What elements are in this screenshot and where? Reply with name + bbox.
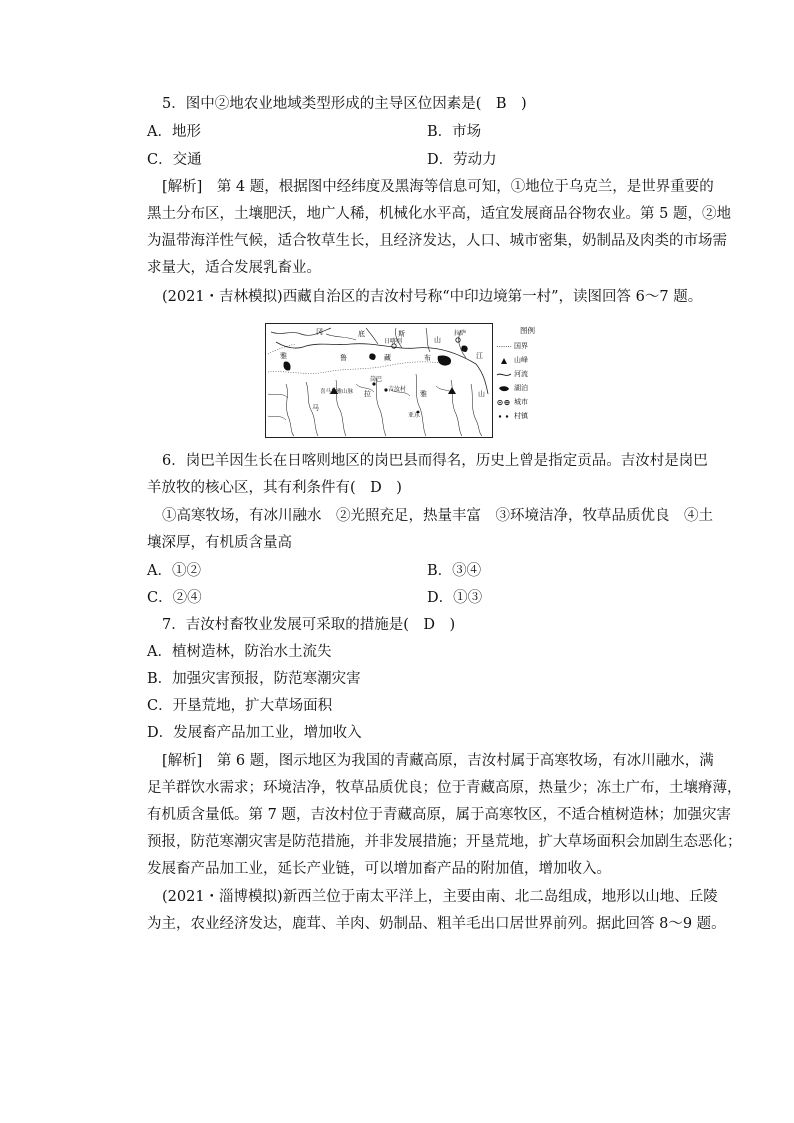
q6-stem-line1: 6．岗巴羊因生长在日喀则地区的岗巴县而得名，历史上曾是指定贡品。吉汝村是岗巴: [162, 453, 708, 469]
legend-item: 湖泊: [496, 383, 556, 394]
peak-icon: [448, 387, 456, 394]
analysis2-line4: 预报，防范寒潮灾害是防范措施，并非发展措施；开垦荒地，扩大草场面积会加剧生态恶化；: [147, 834, 742, 850]
q7-option-a: A．植树造林，防治水土流失: [147, 644, 332, 660]
map-label: 吉汝村: [388, 386, 407, 393]
q5-option-b: B．市场: [427, 124, 482, 140]
intro2-line1: (2021・淄博模拟)新西兰位于南太平洋上，主要由南、北二岛组成，地形以山地、丘陵: [162, 889, 718, 905]
q7-option-c: C．开垦荒地，扩大草场面积: [147, 698, 333, 714]
map-label: 日喀则: [384, 338, 403, 345]
q6-choices-line2: 壤深厚，有机质含量高: [147, 535, 292, 551]
legend-item: 国界: [496, 341, 556, 352]
map-label: 马: [312, 404, 319, 412]
analysis1-line4: 求量大，适合发展乳畜业。: [147, 260, 321, 276]
city-icon: [456, 338, 460, 342]
map-label: 亚东: [408, 412, 421, 419]
q7-option-b: B．加强灾害预报，防范寒潮灾害: [147, 671, 361, 687]
peak-icon: [496, 355, 512, 366]
legend-title: 图例: [520, 326, 535, 335]
map-label: 藏: [384, 354, 391, 362]
map-legend: [496, 323, 556, 436]
q7-stem: 7．吉汝村畜牧业发展可采取的措施是( D ): [162, 617, 456, 633]
map-label: 喜马拉雅山脉: [320, 389, 354, 395]
river-icon: [496, 369, 512, 380]
legend-item: 河流: [496, 369, 556, 380]
q5-stem: 5．图中②地农业地域类型形成的主导区位因素是( B ): [162, 96, 527, 112]
map-label: 布: [424, 354, 431, 362]
q6-option-d: D．①③: [427, 590, 483, 606]
map-label: 江: [476, 352, 483, 360]
lake-icon: [496, 383, 512, 394]
village-icon: [496, 411, 512, 422]
analysis2-line1: [解析] 第 6 题，图示地区为我国的青藏高原，吉汝村属于高寒牧场，有冰川融水，满: [162, 753, 714, 769]
legend-item: 山峰: [496, 355, 556, 366]
tibet-map: [265, 323, 493, 438]
map-label: 底: [358, 330, 365, 338]
q5-option-d: D．劳动力: [427, 152, 497, 168]
legend-item: 城市: [496, 397, 556, 408]
intro1: (2021・吉林模拟)西藏自治区的吉汝村号称“中印边境第一村”，读图回答 6～7 题。: [162, 289, 703, 305]
map-label: 山: [434, 336, 441, 344]
analysis2-line2: 足羊群饮水需求；环境洁净，牧草品质优良；位于青藏高原，热量少；冻土广布，土壤瘠薄，: [147, 780, 742, 796]
q6-stem-line2: 羊放牧的核心区，其有利条件有( D ): [147, 480, 402, 496]
map-label: 岗巴: [370, 376, 383, 383]
border-icon: [496, 341, 512, 352]
map-label: 拉萨: [454, 330, 467, 337]
map-label: 斯: [398, 330, 405, 338]
map-label: 雅: [420, 390, 427, 398]
map-label: 拉: [364, 390, 371, 398]
map-label: 山: [478, 390, 485, 398]
legend-item: 村镇: [496, 411, 556, 422]
map-label: 冈: [316, 328, 323, 336]
map-label: 雅: [280, 352, 287, 360]
q7-option-d: D．发展畜产品加工业，增加收入: [147, 725, 362, 741]
q6-option-c: C．②④: [147, 590, 202, 606]
analysis1-line3: 为温带海洋性气候，适合牧草生长，且经济发达，人口、城市密集，奶制品及肉类的市场需: [147, 233, 727, 249]
intro2-line2: 为主，农业经济发达，鹿茸、羊肉、奶制品、粗羊毛出口居世界前列。据此回答 8～9 题。: [147, 916, 726, 932]
analysis1-line2: 黑土分布区，土壤肥沃，地广人稀，机械化水平高，适宜发展商品谷物农业。第 5 题，②地: [147, 206, 731, 222]
analysis2-line5: 发展畜产品加工业，延长产业链，可以增加畜产品的附加值，增加收入。: [147, 861, 611, 877]
analysis1-line1: [解析] 第 4 题，根据图中经纬度及黑海等信息可知，①地位于乌克兰，是世界重要的: [162, 179, 714, 195]
q6-option-a: A．①②: [147, 563, 201, 579]
city-icon: [496, 397, 512, 408]
map-label: 鲁: [340, 354, 347, 362]
q6-choices-line1: ①高寒牧场，有冰川融水 ②光照充足，热量丰富 ③环境洁净，牧草品质优良 ④土: [162, 508, 713, 524]
q6-option-b: B．③④: [427, 563, 482, 579]
q5-option-a: A．地形: [147, 124, 201, 140]
q5-option-c: C．交通: [147, 152, 202, 168]
analysis2-line3: 有机质含量低。第 7 题，吉汝村位于青藏高原，属于高寒牧区，不适合植树造林；加强灾害: [147, 807, 731, 823]
